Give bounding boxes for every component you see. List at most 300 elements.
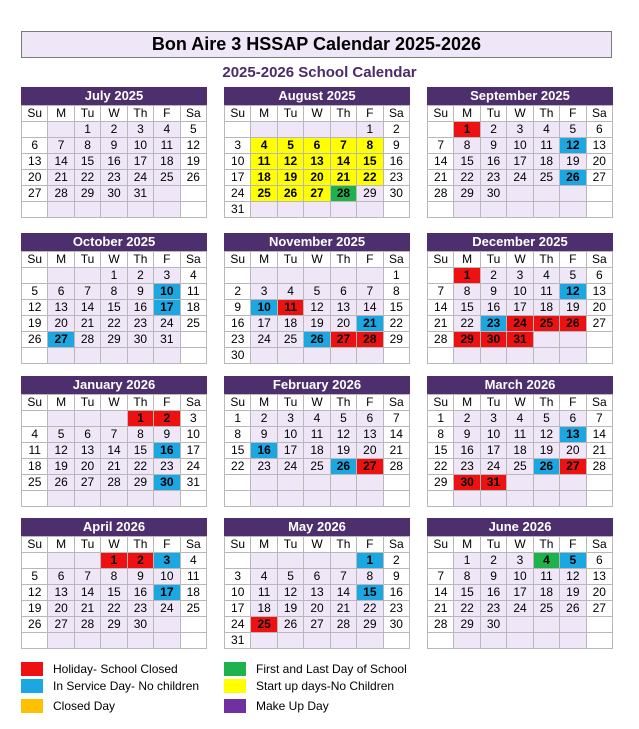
day-cell: 10 (251, 300, 277, 316)
day-cell: 3 (507, 553, 533, 569)
day-cell: 17 (251, 316, 277, 332)
empty-cell (357, 633, 383, 649)
day-cell: 7 (101, 427, 127, 443)
empty-cell (48, 491, 74, 507)
day-cell: 6 (48, 569, 74, 585)
day-cell: 26 (22, 332, 48, 348)
day-cell: 24 (251, 332, 277, 348)
day-cell: 4 (304, 411, 330, 427)
day-cell: 18 (154, 154, 180, 170)
empty-cell (507, 491, 533, 507)
day-cell: 22 (128, 459, 154, 475)
day-cell: 29 (454, 332, 480, 348)
empty-cell (181, 491, 207, 507)
day-cell: 22 (225, 459, 251, 475)
empty-cell (507, 186, 533, 202)
weekday-header: F (154, 252, 180, 268)
weekday-header: Sa (587, 252, 613, 268)
day-cell: 6 (357, 411, 383, 427)
day-cell: 24 (507, 316, 533, 332)
empty-cell (251, 348, 277, 364)
day-cell: 19 (560, 585, 586, 601)
weekday-header: Sa (181, 537, 207, 553)
weekday-header: M (454, 106, 480, 122)
legend-label: Holiday- School Closed (53, 662, 178, 676)
day-cell: 31 (225, 633, 251, 649)
weekday-header: Su (22, 395, 48, 411)
empty-cell (454, 202, 480, 218)
day-cell: 3 (225, 138, 251, 154)
day-cell: 19 (48, 459, 74, 475)
day-cell: 7 (331, 569, 357, 585)
day-cell: 21 (384, 443, 410, 459)
day-cell: 9 (481, 138, 507, 154)
day-cell: 23 (154, 459, 180, 475)
day-cell: 8 (454, 284, 480, 300)
day-cell: 26 (181, 170, 207, 186)
month-grid (427, 105, 613, 218)
day-cell: 5 (534, 411, 560, 427)
weekday-header: Tu (481, 106, 507, 122)
empty-cell (384, 202, 410, 218)
empty-cell (507, 202, 533, 218)
day-cell: 24 (507, 601, 533, 617)
day-cell: 4 (507, 411, 533, 427)
day-cell: 22 (101, 601, 127, 617)
weekday-header: Sa (181, 252, 207, 268)
empty-cell (101, 411, 127, 427)
day-cell: 15 (101, 300, 127, 316)
day-cell: 6 (331, 284, 357, 300)
empty-cell (48, 268, 74, 284)
empty-cell (507, 633, 533, 649)
weekday-header: Tu (278, 537, 304, 553)
empty-cell (454, 348, 480, 364)
empty-cell (428, 553, 454, 569)
day-cell: 2 (384, 553, 410, 569)
empty-cell (587, 186, 613, 202)
day-cell: 28 (331, 617, 357, 633)
day-cell: 18 (507, 443, 533, 459)
day-cell: 27 (357, 459, 383, 475)
day-cell: 4 (251, 569, 277, 585)
day-cell: 30 (454, 475, 480, 491)
day-cell: 2 (154, 411, 180, 427)
day-cell: 15 (428, 443, 454, 459)
day-cell: 22 (357, 170, 383, 186)
empty-cell (560, 186, 586, 202)
day-cell: 17 (154, 300, 180, 316)
day-cell: 9 (454, 427, 480, 443)
day-cell: 11 (251, 585, 277, 601)
weekday-header: Th (331, 395, 357, 411)
weekday-header: Su (22, 252, 48, 268)
day-cell: 14 (357, 300, 383, 316)
empty-cell (181, 186, 207, 202)
day-cell: 1 (384, 268, 410, 284)
day-cell: 28 (587, 459, 613, 475)
month-grid (21, 394, 207, 507)
weekday-header: F (560, 537, 586, 553)
day-cell: 25 (507, 459, 533, 475)
weekday-header: F (357, 395, 383, 411)
month-block (427, 87, 613, 218)
day-cell: 25 (251, 617, 277, 633)
weekday-header: Th (331, 537, 357, 553)
day-cell: 2 (384, 122, 410, 138)
day-cell: 12 (278, 154, 304, 170)
empty-cell (48, 348, 74, 364)
day-cell: 14 (384, 427, 410, 443)
empty-cell (587, 475, 613, 491)
day-cell: 5 (22, 569, 48, 585)
day-cell: 14 (587, 427, 613, 443)
day-cell: 3 (154, 553, 180, 569)
day-cell: 6 (587, 553, 613, 569)
empty-cell (225, 491, 251, 507)
day-cell: 24 (181, 459, 207, 475)
empty-cell (560, 633, 586, 649)
empty-cell (101, 202, 127, 218)
day-cell: 26 (278, 617, 304, 633)
day-cell: 1 (101, 268, 127, 284)
empty-cell (278, 475, 304, 491)
empty-cell (75, 411, 101, 427)
day-cell: 26 (560, 316, 586, 332)
day-cell: 11 (534, 138, 560, 154)
weekday-header: W (507, 106, 533, 122)
day-cell: 27 (587, 316, 613, 332)
day-cell: 24 (154, 316, 180, 332)
day-cell: 19 (278, 170, 304, 186)
day-cell: 22 (454, 170, 480, 186)
day-cell: 2 (454, 411, 480, 427)
day-cell: 23 (384, 601, 410, 617)
day-cell: 6 (48, 284, 74, 300)
day-cell: 15 (454, 154, 480, 170)
day-cell: 3 (507, 268, 533, 284)
day-cell: 8 (454, 138, 480, 154)
day-cell: 12 (560, 284, 586, 300)
empty-cell (22, 633, 48, 649)
day-cell: 16 (128, 585, 154, 601)
legend-swatch (224, 679, 246, 693)
empty-cell (534, 475, 560, 491)
weekday-header: Th (128, 537, 154, 553)
day-cell: 26 (534, 459, 560, 475)
empty-cell (181, 202, 207, 218)
day-cell: 1 (454, 122, 480, 138)
day-cell: 28 (75, 617, 101, 633)
empty-cell (181, 332, 207, 348)
day-cell: 28 (101, 475, 127, 491)
empty-cell (75, 202, 101, 218)
day-cell: 2 (251, 411, 277, 427)
day-cell: 3 (251, 284, 277, 300)
day-cell: 21 (75, 601, 101, 617)
day-cell: 13 (587, 284, 613, 300)
day-cell: 5 (560, 268, 586, 284)
day-cell: 16 (154, 443, 180, 459)
day-cell: 10 (225, 585, 251, 601)
day-cell: 27 (587, 170, 613, 186)
day-cell: 10 (225, 154, 251, 170)
empty-cell (428, 491, 454, 507)
day-cell: 30 (154, 475, 180, 491)
day-cell: 22 (75, 170, 101, 186)
empty-cell (331, 202, 357, 218)
empty-cell (357, 491, 383, 507)
day-cell: 16 (454, 443, 480, 459)
day-cell: 18 (304, 443, 330, 459)
empty-cell (587, 332, 613, 348)
empty-cell (304, 553, 330, 569)
day-cell: 14 (331, 585, 357, 601)
day-cell: 5 (278, 138, 304, 154)
weekday-header: Sa (181, 106, 207, 122)
day-cell: 24 (278, 459, 304, 475)
day-cell: 8 (428, 427, 454, 443)
empty-cell (534, 332, 560, 348)
day-cell: 29 (357, 617, 383, 633)
empty-cell (304, 475, 330, 491)
day-cell: 28 (428, 332, 454, 348)
weekday-header: Tu (75, 395, 101, 411)
empty-cell (251, 553, 277, 569)
day-cell: 19 (560, 154, 586, 170)
day-cell: 5 (331, 411, 357, 427)
empty-cell (560, 202, 586, 218)
day-cell: 29 (454, 186, 480, 202)
day-cell: 13 (304, 154, 330, 170)
weekday-header: Su (225, 252, 251, 268)
month-block (224, 233, 410, 364)
month-header: March 2026 (427, 376, 613, 394)
month-grid (427, 536, 613, 649)
day-cell: 30 (481, 186, 507, 202)
day-cell: 12 (22, 300, 48, 316)
month-header: April 2026 (21, 518, 207, 536)
month-header: June 2026 (427, 518, 613, 536)
weekday-header: F (560, 106, 586, 122)
empty-cell (560, 332, 586, 348)
month-header: July 2025 (21, 87, 207, 105)
day-cell: 16 (384, 154, 410, 170)
day-cell: 28 (357, 332, 383, 348)
day-cell: 4 (534, 553, 560, 569)
day-cell: 18 (251, 601, 277, 617)
month-block (427, 376, 613, 507)
calendar-title: Bon Aire 3 HSSAP Calendar 2025-2026 (21, 31, 612, 58)
empty-cell (154, 491, 180, 507)
day-cell: 20 (22, 170, 48, 186)
day-cell: 28 (428, 617, 454, 633)
day-cell: 23 (481, 316, 507, 332)
day-cell: 13 (48, 585, 74, 601)
day-cell: 22 (384, 316, 410, 332)
day-cell: 25 (278, 332, 304, 348)
day-cell: 30 (128, 332, 154, 348)
empty-cell (481, 633, 507, 649)
day-cell: 29 (384, 332, 410, 348)
weekday-header: Tu (278, 395, 304, 411)
day-cell: 4 (154, 122, 180, 138)
month-block (224, 87, 410, 218)
day-cell: 3 (225, 569, 251, 585)
day-cell: 7 (75, 284, 101, 300)
day-cell: 30 (128, 617, 154, 633)
day-cell: 18 (534, 154, 560, 170)
day-cell: 2 (225, 284, 251, 300)
weekday-header: F (154, 395, 180, 411)
day-cell: 13 (560, 427, 586, 443)
day-cell: 1 (428, 411, 454, 427)
month-header: January 2026 (21, 376, 207, 394)
legend-swatch (224, 699, 246, 713)
day-cell: 27 (48, 617, 74, 633)
day-cell: 26 (22, 617, 48, 633)
empty-cell (384, 633, 410, 649)
day-cell: 10 (154, 284, 180, 300)
day-cell: 1 (454, 268, 480, 284)
empty-cell (75, 268, 101, 284)
day-cell: 19 (22, 601, 48, 617)
day-cell: 11 (278, 300, 304, 316)
weekday-header: F (560, 395, 586, 411)
day-cell: 11 (181, 569, 207, 585)
day-cell: 23 (225, 332, 251, 348)
day-cell: 17 (507, 154, 533, 170)
empty-cell (454, 491, 480, 507)
empty-cell (251, 122, 277, 138)
day-cell: 20 (304, 170, 330, 186)
day-cell: 9 (154, 427, 180, 443)
day-cell: 15 (357, 154, 383, 170)
day-cell: 21 (331, 601, 357, 617)
day-cell: 1 (225, 411, 251, 427)
empty-cell (534, 348, 560, 364)
day-cell: 20 (304, 601, 330, 617)
day-cell: 16 (481, 154, 507, 170)
day-cell: 9 (128, 569, 154, 585)
day-cell: 5 (22, 284, 48, 300)
empty-cell (534, 491, 560, 507)
day-cell: 5 (278, 569, 304, 585)
day-cell: 24 (507, 170, 533, 186)
day-cell: 11 (181, 284, 207, 300)
day-cell: 30 (225, 348, 251, 364)
empty-cell (251, 491, 277, 507)
weekday-header: M (454, 537, 480, 553)
day-cell: 7 (331, 138, 357, 154)
day-cell: 18 (278, 316, 304, 332)
weekday-header: W (507, 395, 533, 411)
empty-cell (128, 202, 154, 218)
weekday-header: M (48, 106, 74, 122)
day-cell: 29 (428, 475, 454, 491)
empty-cell (101, 348, 127, 364)
day-cell: 25 (534, 601, 560, 617)
empty-cell (22, 411, 48, 427)
day-cell: 18 (534, 585, 560, 601)
empty-cell (357, 268, 383, 284)
day-cell: 27 (560, 459, 586, 475)
day-cell: 23 (481, 601, 507, 617)
empty-cell (22, 491, 48, 507)
day-cell: 22 (357, 601, 383, 617)
day-cell: 19 (331, 443, 357, 459)
weekday-header: Th (534, 252, 560, 268)
empty-cell (225, 268, 251, 284)
weekday-header: Tu (278, 252, 304, 268)
day-cell: 2 (128, 268, 154, 284)
weekday-header: F (154, 537, 180, 553)
weekday-header: Sa (384, 252, 410, 268)
empty-cell (75, 491, 101, 507)
empty-cell (507, 348, 533, 364)
day-cell: 24 (481, 459, 507, 475)
empty-cell (331, 348, 357, 364)
weekday-header: W (101, 252, 127, 268)
day-cell: 2 (481, 122, 507, 138)
day-cell: 11 (507, 427, 533, 443)
month-grid (21, 251, 207, 364)
day-cell: 4 (22, 427, 48, 443)
day-cell: 29 (101, 332, 127, 348)
empty-cell (278, 491, 304, 507)
weekday-header: W (304, 395, 330, 411)
day-cell: 13 (22, 154, 48, 170)
day-cell: 18 (251, 170, 277, 186)
weekday-header: W (304, 106, 330, 122)
month-block (224, 518, 410, 649)
month-block (427, 233, 613, 364)
day-cell: 12 (48, 443, 74, 459)
day-cell: 12 (304, 300, 330, 316)
empty-cell (357, 202, 383, 218)
month-block (224, 376, 410, 507)
day-cell: 25 (22, 475, 48, 491)
day-cell: 7 (428, 138, 454, 154)
day-cell: 27 (304, 186, 330, 202)
day-cell: 13 (357, 427, 383, 443)
weekday-header: Tu (75, 106, 101, 122)
month-header: August 2025 (224, 87, 410, 105)
weekday-header: W (101, 537, 127, 553)
weekday-header: Tu (481, 537, 507, 553)
day-cell: 10 (154, 569, 180, 585)
day-cell: 7 (48, 138, 74, 154)
day-cell: 22 (101, 316, 127, 332)
weekday-header: Tu (278, 106, 304, 122)
weekday-header: Su (428, 395, 454, 411)
day-cell: 4 (534, 122, 560, 138)
day-cell: 15 (225, 443, 251, 459)
day-cell: 8 (357, 138, 383, 154)
day-cell: 19 (181, 154, 207, 170)
empty-cell (560, 348, 586, 364)
month-grid (224, 105, 410, 218)
weekday-header: M (48, 395, 74, 411)
day-cell: 8 (384, 284, 410, 300)
weekday-header: M (251, 395, 277, 411)
day-cell: 1 (128, 411, 154, 427)
day-cell: 9 (128, 284, 154, 300)
day-cell: 10 (507, 284, 533, 300)
day-cell: 9 (384, 138, 410, 154)
day-cell: 31 (154, 332, 180, 348)
day-cell: 30 (481, 332, 507, 348)
